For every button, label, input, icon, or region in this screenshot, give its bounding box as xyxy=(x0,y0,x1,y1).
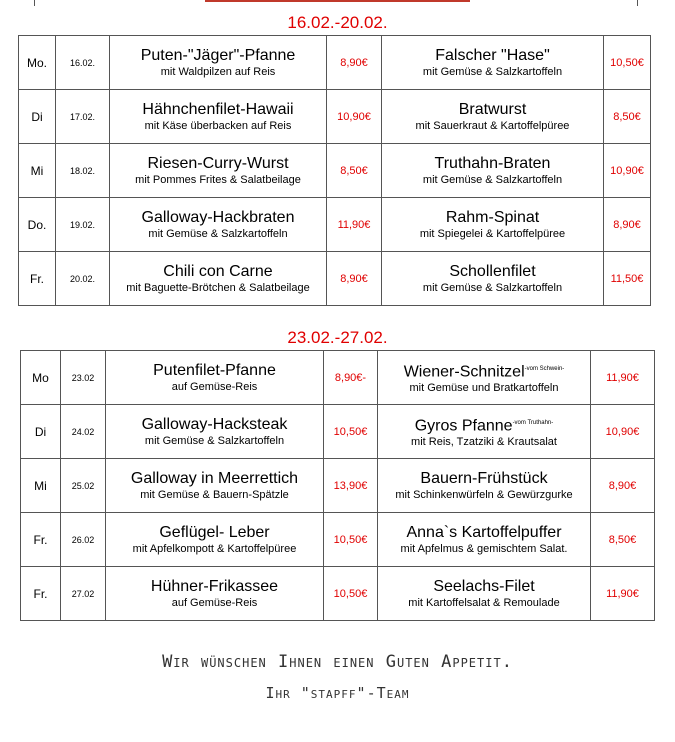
day-cell: Fr. xyxy=(21,567,61,621)
dish-name xyxy=(110,208,326,227)
dish-cell-main xyxy=(106,567,324,621)
dish-description: auf Gemüse-Reis xyxy=(171,381,258,393)
dish-description: auf Gemüse-Reis xyxy=(171,597,258,609)
dish-description: mit Gemüse & Bauern-Spätzle xyxy=(140,489,289,501)
page-edge-right xyxy=(637,0,638,6)
dish-note: -vom Schwein- xyxy=(524,365,565,372)
dish-description: mit Apfelmus & gemischtem Salat. xyxy=(400,543,568,555)
dish-name xyxy=(382,262,603,281)
menu-row xyxy=(19,252,651,306)
dish-description: mit Gemüse & Salzkartoffeln xyxy=(148,228,288,240)
day-cell: Mo. xyxy=(19,36,56,90)
dish-name-text: Geflügel- Leber xyxy=(159,524,270,541)
dish-name-text: Schollenfilet xyxy=(449,263,536,280)
dish-cell-main xyxy=(110,198,327,252)
menu-row xyxy=(21,405,655,459)
dish-name-text: Hühner-Frikassee xyxy=(150,578,279,595)
price-cell-main: 13,90€ xyxy=(324,459,378,513)
dish-name xyxy=(378,523,590,542)
dish-name-text: Wiener-Schnitzel xyxy=(403,363,525,381)
closing-greeting: Wir wünschen Ihnen einen Guten Appetit. xyxy=(162,652,513,672)
dish-name-text: Galloway in Meerrettich xyxy=(130,470,299,487)
price-cell-alt: 10,90€ xyxy=(591,405,655,459)
price-cell-alt: 11,90€ xyxy=(591,351,655,405)
dish-description: mit Gemüse & Salzkartoffeln xyxy=(422,174,563,186)
dish-name xyxy=(110,154,326,173)
dish-cell-main xyxy=(110,252,327,306)
dish-description: mit Reis, Tzatziki & Krautsalat xyxy=(411,436,557,449)
dish-name xyxy=(382,100,603,119)
dish-name xyxy=(106,415,323,434)
dish-description: mit Gemüse & Salzkartoffeln xyxy=(144,435,285,447)
dish-name xyxy=(378,469,590,488)
day-cell: Do. xyxy=(19,198,56,252)
price-cell-alt: 10,50€ xyxy=(604,36,651,90)
dish-name-text: Seelachs-Filet xyxy=(433,578,535,595)
dish-name-text: Bratwurst xyxy=(458,101,527,118)
week-title: 23.02.-27.02. xyxy=(287,328,388,347)
dish-name xyxy=(382,46,603,65)
dish-cell-main xyxy=(110,90,327,144)
dish-name xyxy=(378,577,590,596)
dish-cell-alt xyxy=(378,351,591,405)
dish-name-text: Truthahn-Braten xyxy=(434,155,551,172)
dish-name xyxy=(382,208,603,227)
day-cell: Di xyxy=(19,90,56,144)
dish-name-text: Hähnchenfilet-Hawaii xyxy=(142,101,294,118)
price-cell-alt: 8,50€ xyxy=(604,90,651,144)
dish-description: mit Gemüse & Salzkartoffeln xyxy=(422,66,563,78)
dish-name xyxy=(106,577,323,596)
date-cell: 16.02. xyxy=(56,36,110,90)
menu-row xyxy=(19,144,651,198)
dish-cell-alt xyxy=(382,36,604,90)
dish-description: mit Käse überbacken auf Reis xyxy=(144,120,292,132)
dish-cell-main xyxy=(106,513,324,567)
dish-description: mit Sauerkraut & Kartoffelpüree xyxy=(415,120,570,132)
price-cell-main: 8,90€ xyxy=(327,252,382,306)
menu-table-week-1 xyxy=(18,35,651,306)
dish-name xyxy=(110,262,326,281)
price-cell-alt: 11,50€ xyxy=(604,252,651,306)
week-title: 16.02.-20.02. xyxy=(287,13,388,32)
price-cell-main: 8,90€ xyxy=(327,36,382,90)
dish-cell-alt xyxy=(378,459,591,513)
dish-name-text: Falscher "Hase" xyxy=(435,47,550,64)
day-cell: Mi xyxy=(19,144,56,198)
dish-description: mit Schinkenwürfeln & Gewürzgurke xyxy=(395,489,573,501)
date-cell: 20.02. xyxy=(56,252,110,306)
menu-row xyxy=(21,459,655,513)
date-cell: 17.02. xyxy=(56,90,110,144)
day-cell: Mo xyxy=(21,351,61,405)
date-cell: 26.02 xyxy=(61,513,106,567)
price-cell-main: 8,90€- xyxy=(324,351,378,405)
dish-name xyxy=(106,469,323,488)
dish-description: mit Gemüse & Salzkartoffeln xyxy=(422,282,563,294)
dish-name xyxy=(106,361,323,380)
dish-cell-alt xyxy=(382,252,604,306)
dish-name-text: Chili con Carne xyxy=(163,263,273,280)
day-cell: Fr. xyxy=(19,252,56,306)
date-cell: 23.02 xyxy=(61,351,106,405)
menu-row xyxy=(19,198,651,252)
dish-name-text: Rahm-Spinat xyxy=(445,209,540,226)
dish-cell-alt xyxy=(382,198,604,252)
dish-cell-main xyxy=(110,144,327,198)
dish-cell-alt xyxy=(378,567,591,621)
price-cell-main: 10,50€ xyxy=(324,567,378,621)
dish-cell-main xyxy=(110,36,327,90)
dish-name-text: Bauern-Frühstück xyxy=(420,470,548,487)
menu-row xyxy=(21,567,655,621)
date-cell: 18.02. xyxy=(56,144,110,198)
menu-table-week-2 xyxy=(20,350,655,621)
price-cell-main: 10,50€ xyxy=(324,405,378,459)
dish-description: mit Waldpilzen auf Reis xyxy=(160,66,276,78)
price-cell-alt: 8,90€ xyxy=(604,198,651,252)
dish-description: mit Kartoffelsalat & Remoulade xyxy=(408,597,560,609)
dish-name xyxy=(110,100,326,119)
menu-row xyxy=(19,90,651,144)
date-cell: 27.02 xyxy=(61,567,106,621)
dish-cell-alt xyxy=(382,90,604,144)
dish-name-text: Putenfilet-Pfanne xyxy=(153,362,276,379)
price-cell-alt: 8,50€ xyxy=(591,513,655,567)
dish-cell-alt xyxy=(382,144,604,198)
price-cell-alt: 10,90€ xyxy=(604,144,651,198)
price-cell-alt: 8,90€ xyxy=(591,459,655,513)
dish-name xyxy=(110,46,326,65)
dish-cell-main xyxy=(106,351,324,405)
closing-signature: Ihr "stapff"-Team xyxy=(265,684,410,702)
dish-name-text: Galloway-Hackbraten xyxy=(141,209,295,226)
dish-name-text: Riesen-Curry-Wurst xyxy=(147,155,289,172)
menu-row xyxy=(21,513,655,567)
dish-name xyxy=(382,154,603,173)
dish-description: mit Spiegelei & Kartoffelpüree xyxy=(419,228,566,240)
dish-cell-alt xyxy=(378,405,591,459)
date-cell: 19.02. xyxy=(56,198,110,252)
dish-cell-alt xyxy=(378,513,591,567)
top-accent-line xyxy=(205,0,470,2)
menu-row xyxy=(19,36,651,90)
dish-name xyxy=(378,360,590,381)
menu-row xyxy=(21,351,655,405)
price-cell-main: 10,90€ xyxy=(327,90,382,144)
dish-name-text: Puten-"Jäger"-Pfanne xyxy=(140,47,296,64)
price-cell-main: 8,50€ xyxy=(327,144,382,198)
dish-cell-main xyxy=(106,405,324,459)
price-cell-alt: 11,90€ xyxy=(591,567,655,621)
day-cell: Di xyxy=(21,405,61,459)
dish-name-text: Gyros Pfanne xyxy=(414,417,513,435)
price-cell-main: 10,50€ xyxy=(324,513,378,567)
dish-description: mit Pommes Frites & Salatbeilage xyxy=(135,174,301,186)
dish-note: -vom Truthahn- xyxy=(512,419,554,426)
day-cell: Mi xyxy=(21,459,61,513)
dish-description: mit Gemüse und Bratkartoffeln xyxy=(409,382,559,395)
dish-name-text: Anna`s Kartoffelpuffer xyxy=(406,524,562,541)
page-edge-left xyxy=(34,0,35,6)
price-cell-main: 11,90€ xyxy=(327,198,382,252)
dish-name xyxy=(106,523,323,542)
dish-name xyxy=(378,414,590,435)
date-cell: 25.02 xyxy=(61,459,106,513)
date-cell: 24.02 xyxy=(61,405,106,459)
dish-description: mit Apfelkompott & Kartoffelpüree xyxy=(132,543,297,555)
dish-description: mit Baguette-Brötchen & Salatbeilage xyxy=(126,282,310,294)
day-cell: Fr. xyxy=(21,513,61,567)
dish-cell-main xyxy=(106,459,324,513)
dish-name-text: Galloway-Hacksteak xyxy=(141,416,288,433)
